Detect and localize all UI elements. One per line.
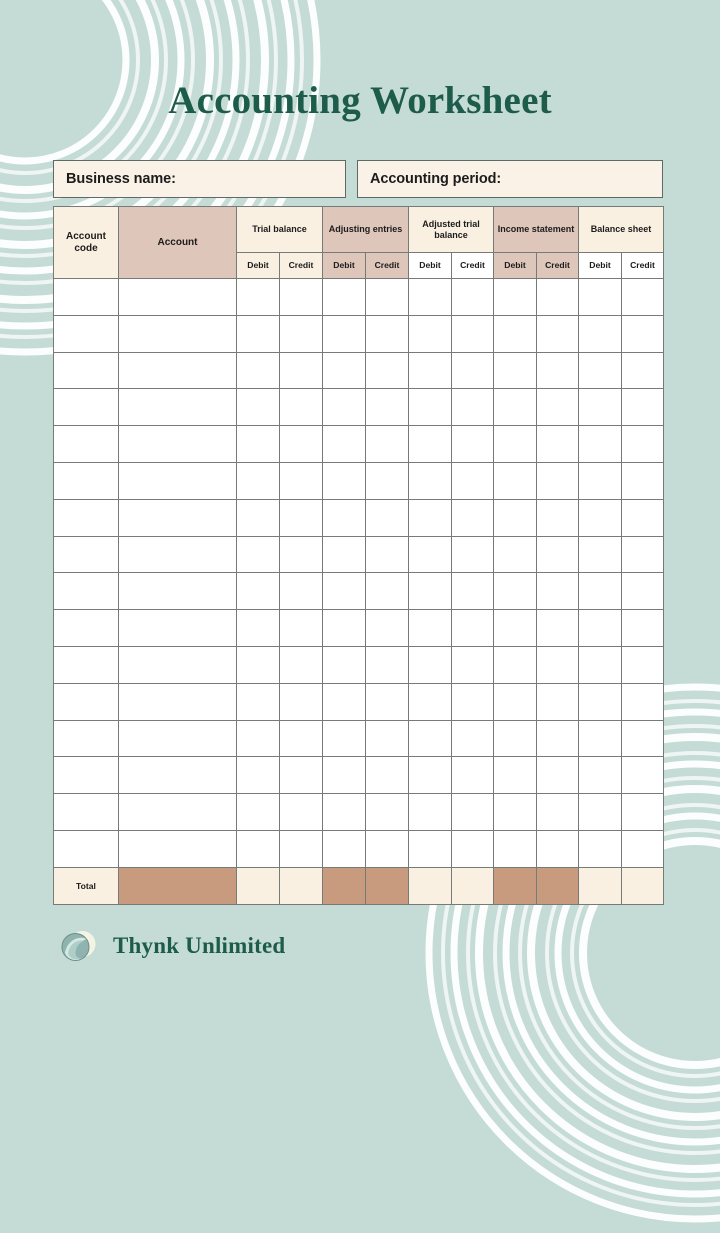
- table-cell[interactable]: [119, 315, 237, 352]
- total-cell[interactable]: [323, 867, 366, 904]
- table-cell[interactable]: [54, 352, 119, 389]
- table-cell[interactable]: [54, 389, 119, 426]
- table-cell[interactable]: [323, 279, 366, 316]
- table-row: [54, 315, 664, 352]
- table-cell[interactable]: [366, 683, 409, 720]
- table-cell[interactable]: [237, 315, 280, 352]
- table-cell[interactable]: [579, 462, 622, 499]
- table-cell[interactable]: [452, 499, 494, 536]
- accounting-period-field[interactable]: [357, 160, 663, 198]
- table-cell[interactable]: [537, 536, 579, 573]
- table-cell[interactable]: [537, 499, 579, 536]
- table-cell[interactable]: [452, 794, 494, 831]
- subcol-trial-balance-debit: Debit: [237, 253, 280, 279]
- table-cell[interactable]: [452, 683, 494, 720]
- table-cell[interactable]: [579, 279, 622, 316]
- total-cell[interactable]: [409, 867, 452, 904]
- table-cell[interactable]: [537, 462, 579, 499]
- table-cell[interactable]: [366, 757, 409, 794]
- table-cell[interactable]: [119, 389, 237, 426]
- table-cell[interactable]: [409, 426, 452, 463]
- table-row: [54, 279, 664, 316]
- table-cell[interactable]: [237, 757, 280, 794]
- table-cell[interactable]: [366, 830, 409, 867]
- table-cell[interactable]: [237, 426, 280, 463]
- table-cell[interactable]: [119, 279, 237, 316]
- table-cell[interactable]: [237, 610, 280, 647]
- table-cell[interactable]: [237, 830, 280, 867]
- page-title: Accounting Worksheet: [168, 79, 552, 122]
- table-cell[interactable]: [119, 794, 237, 831]
- table-cell[interactable]: [494, 499, 537, 536]
- table-header: [54, 207, 664, 279]
- table-cell[interactable]: [494, 794, 537, 831]
- subcol-income-credit: Credit: [537, 253, 579, 279]
- brand-name: Thynk Unlimited: [113, 933, 286, 958]
- table-cell[interactable]: [323, 573, 366, 610]
- table-cell[interactable]: [280, 683, 323, 720]
- table-cell[interactable]: [366, 794, 409, 831]
- table-cell[interactable]: [54, 462, 119, 499]
- subcol-adjusted-debit: Debit: [409, 253, 452, 279]
- table-cell[interactable]: [622, 720, 664, 757]
- table-cell[interactable]: [622, 646, 664, 683]
- table-cell[interactable]: [323, 683, 366, 720]
- table-cell[interactable]: [452, 646, 494, 683]
- table-cell[interactable]: [54, 794, 119, 831]
- table-cell[interactable]: [119, 352, 237, 389]
- table-cell[interactable]: [119, 536, 237, 573]
- table-cell[interactable]: [579, 794, 622, 831]
- subcol-adjusting-debit: Debit: [323, 253, 366, 279]
- table-cell[interactable]: [54, 720, 119, 757]
- table-cell[interactable]: [579, 720, 622, 757]
- table-cell[interactable]: [494, 536, 537, 573]
- table-cell[interactable]: [579, 499, 622, 536]
- table-cell[interactable]: [494, 683, 537, 720]
- table-cell[interactable]: [54, 830, 119, 867]
- table-cell[interactable]: [119, 830, 237, 867]
- col-group-trial-balance: Trial balance: [237, 207, 323, 253]
- table-cell[interactable]: [579, 573, 622, 610]
- table-cell[interactable]: [537, 610, 579, 647]
- table-row: [54, 794, 664, 831]
- table-cell[interactable]: [622, 757, 664, 794]
- table-cell[interactable]: [323, 536, 366, 573]
- table-cell[interactable]: [452, 720, 494, 757]
- table-cell[interactable]: [54, 646, 119, 683]
- table-cell[interactable]: [237, 389, 280, 426]
- table-cell[interactable]: [119, 757, 237, 794]
- table-cell[interactable]: [409, 757, 452, 794]
- col-header-account-code: Account code: [54, 207, 119, 279]
- table-cell[interactable]: [452, 352, 494, 389]
- table-cell[interactable]: [119, 426, 237, 463]
- table-cell[interactable]: [119, 499, 237, 536]
- table-cell[interactable]: [622, 389, 664, 426]
- total-cell[interactable]: [579, 867, 622, 904]
- header-group-row: [54, 207, 664, 253]
- table-cell[interactable]: [366, 646, 409, 683]
- total-cell[interactable]: [280, 867, 323, 904]
- table-cell[interactable]: [323, 499, 366, 536]
- table-cell[interactable]: [323, 315, 366, 352]
- table-cell[interactable]: [366, 279, 409, 316]
- table-cell[interactable]: [537, 426, 579, 463]
- table-cell[interactable]: [452, 573, 494, 610]
- col-group-income-statement: Income statement: [494, 207, 579, 253]
- table-cell[interactable]: [280, 757, 323, 794]
- table-cell[interactable]: [237, 536, 280, 573]
- table-cell[interactable]: [622, 536, 664, 573]
- table-cell[interactable]: [323, 352, 366, 389]
- table-cell[interactable]: [409, 352, 452, 389]
- table-cell[interactable]: [237, 462, 280, 499]
- table-cell[interactable]: [280, 536, 323, 573]
- worksheet-table: [53, 206, 664, 905]
- table-cell[interactable]: [579, 389, 622, 426]
- table-row: [54, 720, 664, 757]
- total-cell[interactable]: [366, 867, 409, 904]
- table-cell[interactable]: [119, 462, 237, 499]
- table-footer: [54, 867, 664, 904]
- total-cell[interactable]: [119, 867, 237, 904]
- accounting-period-label: Accounting period:: [370, 171, 502, 187]
- table-cell[interactable]: [409, 830, 452, 867]
- table-cell[interactable]: [237, 352, 280, 389]
- table-row: [54, 757, 664, 794]
- table-cell[interactable]: [280, 426, 323, 463]
- table-cell[interactable]: [452, 757, 494, 794]
- table-cell[interactable]: [494, 573, 537, 610]
- subcol-balance-credit: Credit: [622, 253, 664, 279]
- table-cell[interactable]: [622, 573, 664, 610]
- table-cell[interactable]: [323, 830, 366, 867]
- table-body: [54, 279, 664, 868]
- col-header-account: Account: [119, 207, 237, 279]
- table-cell[interactable]: [494, 352, 537, 389]
- table-row: [54, 352, 664, 389]
- table-cell[interactable]: [323, 646, 366, 683]
- table-cell[interactable]: [280, 720, 323, 757]
- table-cell[interactable]: [537, 279, 579, 316]
- total-cell[interactable]: [537, 867, 579, 904]
- table-cell[interactable]: [622, 830, 664, 867]
- table-row: [54, 646, 664, 683]
- table-cell[interactable]: [54, 683, 119, 720]
- table-cell[interactable]: [579, 683, 622, 720]
- table-cell[interactable]: [452, 462, 494, 499]
- total-cell[interactable]: [494, 867, 537, 904]
- table-row: [54, 830, 664, 867]
- table-cell[interactable]: [537, 683, 579, 720]
- table-row: [54, 683, 664, 720]
- form-fields: [53, 160, 663, 198]
- total-cell[interactable]: [452, 867, 494, 904]
- table-cell[interactable]: [494, 757, 537, 794]
- table-cell[interactable]: [54, 279, 119, 316]
- table-row: [54, 426, 664, 463]
- table-cell[interactable]: [323, 389, 366, 426]
- business-name-label: Business name:: [66, 171, 176, 187]
- table-cell[interactable]: [280, 389, 323, 426]
- subcol-adjusting-credit: Credit: [366, 253, 409, 279]
- table-cell[interactable]: [323, 720, 366, 757]
- table-cell[interactable]: [323, 426, 366, 463]
- table-cell[interactable]: [537, 757, 579, 794]
- table-cell[interactable]: [280, 315, 323, 352]
- table-cell[interactable]: [622, 610, 664, 647]
- table-cell[interactable]: [237, 279, 280, 316]
- table-cell[interactable]: [579, 646, 622, 683]
- table-cell[interactable]: [579, 536, 622, 573]
- table-cell[interactable]: [323, 757, 366, 794]
- table-cell[interactable]: [494, 830, 537, 867]
- table-cell[interactable]: [622, 499, 664, 536]
- table-cell[interactable]: [579, 352, 622, 389]
- table-cell[interactable]: [119, 683, 237, 720]
- table-cell[interactable]: [452, 610, 494, 647]
- table-row: [54, 389, 664, 426]
- table-cell[interactable]: [119, 610, 237, 647]
- table-cell[interactable]: [579, 315, 622, 352]
- table-row: [54, 536, 664, 573]
- table-cell[interactable]: [119, 646, 237, 683]
- table-cell[interactable]: [409, 499, 452, 536]
- table-cell[interactable]: [280, 499, 323, 536]
- table-cell[interactable]: [237, 499, 280, 536]
- table-cell[interactable]: [494, 389, 537, 426]
- table-cell[interactable]: [537, 573, 579, 610]
- table-cell[interactable]: [452, 830, 494, 867]
- col-group-adjusted-trial-balance: Adjusted trial balance: [409, 207, 494, 253]
- table-cell[interactable]: [579, 757, 622, 794]
- table-cell[interactable]: [622, 315, 664, 352]
- table-cell[interactable]: [54, 315, 119, 352]
- table-cell[interactable]: [494, 720, 537, 757]
- total-row: [54, 867, 664, 904]
- table-cell[interactable]: [119, 573, 237, 610]
- table-cell[interactable]: [537, 720, 579, 757]
- table-cell[interactable]: [280, 646, 323, 683]
- table-cell[interactable]: [119, 720, 237, 757]
- table-cell[interactable]: [366, 499, 409, 536]
- table-cell[interactable]: [366, 389, 409, 426]
- table-cell[interactable]: [537, 352, 579, 389]
- table-cell[interactable]: [452, 279, 494, 316]
- table-cell[interactable]: [579, 426, 622, 463]
- table-cell[interactable]: [237, 683, 280, 720]
- table-cell[interactable]: [579, 610, 622, 647]
- table-cell[interactable]: [409, 794, 452, 831]
- table-cell[interactable]: [280, 462, 323, 499]
- subcol-adjusted-credit: Credit: [452, 253, 494, 279]
- table-cell[interactable]: [537, 794, 579, 831]
- table-cell[interactable]: [494, 462, 537, 499]
- total-label-cell: Total: [54, 867, 119, 904]
- table-cell[interactable]: [54, 573, 119, 610]
- table-cell[interactable]: [366, 720, 409, 757]
- table-cell[interactable]: [237, 720, 280, 757]
- table-cell[interactable]: [579, 830, 622, 867]
- total-cell[interactable]: [237, 867, 280, 904]
- table-cell[interactable]: [622, 426, 664, 463]
- table-cell[interactable]: [409, 279, 452, 316]
- table-cell[interactable]: [409, 389, 452, 426]
- table-cell[interactable]: [409, 573, 452, 610]
- table-cell[interactable]: [54, 499, 119, 536]
- table-cell[interactable]: [366, 573, 409, 610]
- table-cell[interactable]: [366, 315, 409, 352]
- subcol-trial-balance-credit: Credit: [280, 253, 323, 279]
- table-cell[interactable]: [494, 646, 537, 683]
- table-cell[interactable]: [494, 315, 537, 352]
- table-cell[interactable]: [494, 279, 537, 316]
- table-cell[interactable]: [452, 389, 494, 426]
- table-cell[interactable]: [237, 794, 280, 831]
- table-cell[interactable]: [280, 573, 323, 610]
- subcol-balance-debit: Debit: [579, 253, 622, 279]
- table-cell[interactable]: [622, 352, 664, 389]
- table-cell[interactable]: [409, 462, 452, 499]
- wave-moon-logo-icon: [58, 925, 100, 967]
- table-cell[interactable]: [537, 315, 579, 352]
- table-cell[interactable]: [622, 462, 664, 499]
- table-cell[interactable]: [323, 794, 366, 831]
- table-cell[interactable]: [409, 683, 452, 720]
- table-cell[interactable]: [366, 426, 409, 463]
- table-cell[interactable]: [409, 720, 452, 757]
- table-cell[interactable]: [54, 536, 119, 573]
- table-cell[interactable]: [452, 536, 494, 573]
- table-row: [54, 573, 664, 610]
- table-cell[interactable]: [409, 646, 452, 683]
- business-name-field[interactable]: [53, 160, 346, 198]
- table-row: [54, 499, 664, 536]
- table-row: [54, 610, 664, 647]
- table-cell[interactable]: [323, 610, 366, 647]
- table-cell[interactable]: [494, 610, 537, 647]
- subcol-income-debit: Debit: [494, 253, 537, 279]
- table-cell[interactable]: [237, 573, 280, 610]
- table-cell[interactable]: [409, 315, 452, 352]
- table-cell[interactable]: [366, 462, 409, 499]
- table-cell[interactable]: [54, 757, 119, 794]
- table-cell[interactable]: [366, 610, 409, 647]
- col-group-adjusting-entries: Adjusting entries: [323, 207, 409, 253]
- col-group-balance-sheet: Balance sheet: [579, 207, 664, 253]
- table-cell[interactable]: [237, 646, 280, 683]
- table-cell[interactable]: [366, 536, 409, 573]
- table-cell[interactable]: [280, 610, 323, 647]
- table-cell[interactable]: [622, 279, 664, 316]
- table-cell[interactable]: [409, 536, 452, 573]
- table-cell[interactable]: [280, 279, 323, 316]
- table-cell[interactable]: [537, 646, 579, 683]
- table-cell[interactable]: [280, 830, 323, 867]
- table-cell[interactable]: [537, 830, 579, 867]
- table-cell[interactable]: [622, 794, 664, 831]
- table-cell[interactable]: [452, 426, 494, 463]
- table-cell[interactable]: [323, 462, 366, 499]
- table-cell[interactable]: [280, 352, 323, 389]
- table-cell[interactable]: [366, 352, 409, 389]
- table-cell[interactable]: [452, 315, 494, 352]
- table-cell[interactable]: [409, 610, 452, 647]
- table-cell[interactable]: [54, 610, 119, 647]
- total-cell[interactable]: [622, 867, 664, 904]
- table-cell[interactable]: [622, 683, 664, 720]
- brand-footer: [58, 925, 285, 967]
- table-row: [54, 462, 664, 499]
- table-cell[interactable]: [54, 426, 119, 463]
- table-cell[interactable]: [537, 389, 579, 426]
- table-cell[interactable]: [494, 426, 537, 463]
- table-cell[interactable]: [280, 794, 323, 831]
